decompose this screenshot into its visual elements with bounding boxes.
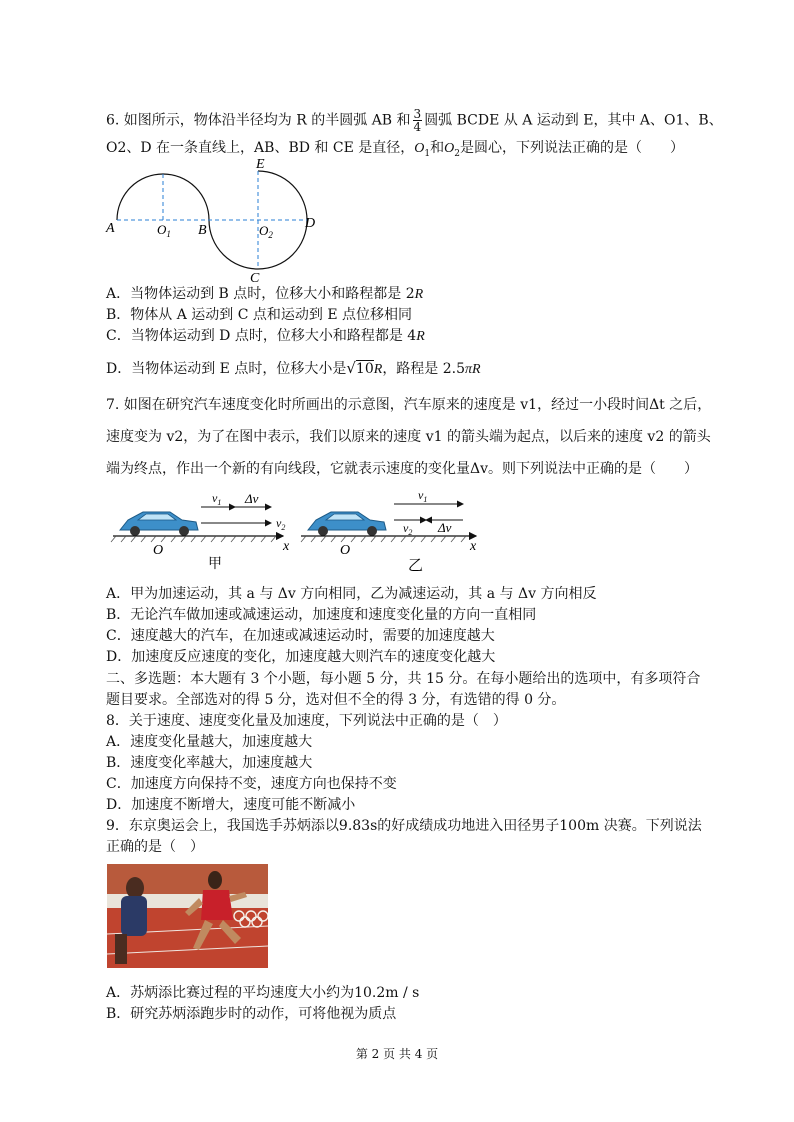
three-quarters-fraction: $\frac{3}{4}$: [413, 107, 422, 134]
svg-text:v2: $v_2$: [276, 516, 286, 532]
ground-hatch-yi: [301, 536, 466, 542]
label-o1: $O_1$: [157, 222, 171, 239]
q8-option-c: C．加速度方向保持不变，速度方向也保持不变: [106, 776, 397, 792]
svg-text:乙: 乙: [408, 558, 424, 573]
label-b: B: [198, 223, 207, 238]
q6-arc-figure: [100, 155, 330, 285]
q9-option-b: B．研究苏炳添跑步时的动作，可将他视为质点: [106, 1006, 397, 1022]
sprinter-photo: [107, 864, 268, 968]
page-footer: 第 2 页 共 4 页: [355, 1047, 439, 1061]
q6-stem-line1: 6. 如图所示，物体沿半径均为 R 的半圆弧 AB 和 $\frac{3}{4}$ 圆弧 BCDE 从 A 运动到 E，其中 A、O1、B、: [106, 107, 723, 134]
q7-option-a: A．甲为加速运动，其 a 与 Δv 方向相同，乙为减速运动，其 a 与 Δv 方向相反: [106, 586, 597, 602]
sqrt-symbol: √: [346, 359, 356, 377]
q8-option-b: B．速度变化率越大，加速度越大: [106, 755, 313, 771]
q7-stem-line1: 7. 如图在研究汽车速度变化时所画出的示意图，汽车原来的速度是 v1，经过一小段时间Δt 之后，: [106, 397, 712, 413]
q6-option-a: A．当物体运动到 B 点时，位移大小和路程都是 2R: [106, 286, 424, 302]
label-a: A: [106, 221, 115, 236]
q7-stem-line2: 速度变为 v2，为了在图中表示，我们以原来的速度 v1 的箭头端为起点，以后来的速度 v2 的箭头: [106, 429, 711, 445]
label-c: C: [250, 271, 260, 285]
svg-text:x: x: [470, 539, 477, 554]
q6-stem-line2: O2、D 在一条直线上，AB、BD 和 CE 是直径，$O_1$和$O_2$是圆心，下列说法正确的是（ ）: [106, 140, 684, 159]
q7-option-c: C．速度越大的汽车，在加速或减速运动时，需要的加速度越大: [106, 628, 495, 644]
q6-option-d: D．当物体运动到 E 点时，位移大小是√10R，路程是 2.5πR: [106, 359, 481, 377]
q9-stem-line2: 正确的是（ ）: [106, 839, 204, 855]
q8-option-d: D．加速度不断增大，速度可能不断减小: [106, 797, 356, 813]
svg-text:O: O: [153, 543, 164, 558]
svg-text:Δv: Δv: [438, 520, 452, 535]
q9-option-a: A．苏炳添比赛过程的平均速度大小约为10.2m / s: [106, 985, 420, 1001]
q7-car-figure: [108, 488, 488, 573]
car-jia: [120, 512, 198, 536]
svg-text:x: x: [283, 539, 290, 554]
q8-stem: 8．关于速度、速度变化量及加速度，下列说法中正确的是（ ）: [106, 713, 507, 729]
svg-text:甲: 甲: [208, 557, 222, 572]
label-e: E: [256, 157, 265, 172]
q6-option-b: B．物体从 A 运动到 C 点和运动到 E 点位移相同: [106, 307, 413, 323]
q9-stem-line1: 9．东京奥运会上，我国选手苏炳添以9.83s的好成绩成功地进入田径男子100m 决赛。下列说法: [106, 818, 702, 834]
svg-text:O: O: [340, 543, 351, 558]
section2-instructions-line2: 题目要求。全部选对的得 5 分，选对但不全的得 3 分，有选错的得 0 分。: [106, 692, 566, 708]
q7-stem-line3: 端为终点，作出一个新的有向线段，它就表示速度的变化量Δv。则下列说法中正确的是（ ）: [106, 461, 699, 477]
section2-instructions-line1: 二、多选题：本大题有 3 个小题，每小题 5 分，共 15 分。在每小题给出的选项中，有多项符合: [106, 671, 701, 687]
q8-option-a: A．速度变化量越大，加速度越大: [106, 734, 313, 750]
svg-text:v1: $v_1$: [212, 491, 222, 507]
q6-option-c: C．当物体运动到 D 点时，位移大小和路程都是 4R: [106, 328, 425, 344]
svg-text:v1: $v_1$: [418, 488, 428, 504]
ground-hatch-jia: [111, 536, 276, 542]
q7-option-d: D．加速度反应速度的变化，加速度越大则汽车的速度变化越大: [106, 649, 496, 665]
q7-option-b: B．无论汽车做加速或减速运动，加速度和速度变化量的方向一直相同: [106, 607, 537, 623]
label-d: D: [305, 216, 316, 231]
svg-text:Δv: Δv: [245, 491, 259, 506]
svg-text:v2: $v_2$: [403, 521, 413, 537]
label-o2: $O_2$: [259, 223, 273, 240]
car-yi: [308, 512, 386, 536]
